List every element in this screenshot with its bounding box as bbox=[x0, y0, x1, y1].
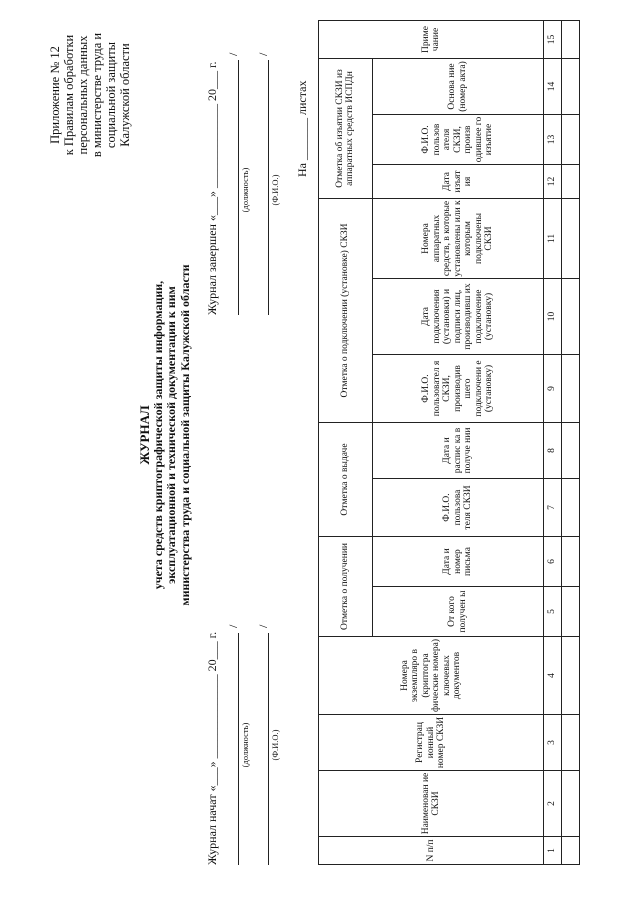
header-hw: Номера аппаратных средств, в которые установлены или к которым подключены СКЗИ bbox=[372, 198, 543, 278]
header-note: Приме чание bbox=[319, 20, 544, 58]
col-number: 6 bbox=[544, 537, 562, 587]
col-number: 8 bbox=[544, 423, 562, 479]
col-number: 4 bbox=[544, 637, 562, 715]
sheets-count: На _______ листах bbox=[295, 80, 309, 177]
group-removal: Отметка об изъятии СКЗИ из аппаратных средств ИСПДн bbox=[319, 58, 373, 198]
start-name-line bbox=[268, 633, 269, 865]
end-name-hint: (Ф.И.О.) bbox=[270, 174, 280, 206]
title-heading: ЖУРНАЛ bbox=[137, 405, 152, 465]
start-slash-2: / bbox=[256, 624, 270, 628]
title-line: министерства труда и социальной защиты Калужской области bbox=[177, 264, 192, 606]
col-number: 15 bbox=[544, 20, 562, 58]
group-issue: Отметка о выдаче bbox=[319, 423, 373, 537]
col-number: 3 bbox=[544, 715, 562, 771]
header-name: Наименован ие СКЗИ bbox=[319, 771, 544, 837]
journal-table bbox=[318, 20, 580, 865]
appendix-block bbox=[48, 15, 132, 175]
header-installer: Ф.И.О. пользовател я СКЗИ, производив шего подключени е (установку) bbox=[372, 355, 543, 423]
col-number: 1 bbox=[544, 837, 562, 865]
col-number: 7 bbox=[544, 479, 562, 537]
end-slash-2: / bbox=[256, 52, 270, 56]
appendix-line: Приложение № 12 bbox=[48, 46, 62, 144]
appendix-line: Калужской области bbox=[118, 43, 132, 147]
header-rem-date: Дата изъят ия bbox=[372, 164, 543, 198]
col-number: 11 bbox=[544, 198, 562, 278]
header-sign: Дата и распис ка в получе нии bbox=[372, 423, 543, 479]
group-install: Отметка о подключении (установке) СКЗИ bbox=[319, 198, 373, 422]
end-name-line bbox=[268, 60, 269, 315]
journal-end-line: Журнал завершен «___» ______________ 20___ г. bbox=[205, 61, 219, 315]
col-number: 9 bbox=[544, 355, 562, 423]
col-number: 10 bbox=[544, 279, 562, 355]
appendix-line: в министерстве труда и социальной защиты bbox=[90, 32, 118, 158]
number-row bbox=[544, 20, 562, 864]
header-copies: Номера экземпляро в (криптогра фические номера) ключевых документов bbox=[319, 637, 544, 715]
col-number: 12 bbox=[544, 164, 562, 198]
col-number: 14 bbox=[544, 58, 562, 114]
end-slash: / bbox=[226, 52, 240, 56]
empty-data-row bbox=[562, 20, 580, 864]
header-rem-user: Ф.И.О. пользов ателя СКЗИ, произв одившее го изъятие bbox=[372, 114, 543, 164]
header-user: Ф.И.О. пользова теля СКЗИ bbox=[372, 479, 543, 537]
journal-start-line: Журнал начат «___» ______________ 20___ г. bbox=[205, 631, 219, 865]
header-from: От кого получен ы bbox=[372, 587, 543, 637]
col-number: 13 bbox=[544, 114, 562, 164]
title-line: эксплуатационной и технической документации к ним bbox=[164, 286, 178, 584]
col-number: 5 bbox=[544, 587, 562, 637]
appendix-line: к Правилам обработки персональных данных bbox=[62, 34, 90, 156]
header-basis: Основа ние (номер акта) bbox=[372, 58, 543, 114]
start-slash: / bbox=[226, 624, 240, 628]
start-position-line bbox=[238, 633, 239, 865]
end-position-hint: (должность) bbox=[240, 167, 250, 213]
start-name-hint: (Ф.И.О.) bbox=[270, 729, 280, 761]
header-letter: Дата и номер письма bbox=[372, 537, 543, 587]
title-line: учета средств криптографической защиты информации, bbox=[150, 280, 165, 590]
col-number: 2 bbox=[544, 771, 562, 837]
header-num: N п/п bbox=[319, 837, 544, 865]
start-position-hint: (должность) bbox=[240, 722, 250, 768]
group-receipt: Отметка о получении bbox=[319, 537, 373, 637]
end-position-line bbox=[238, 60, 239, 315]
header-row-1 bbox=[319, 20, 373, 864]
header-install-date: Дата подключения (установки) и подписи лиц, производивш их подключение (установку) bbox=[372, 279, 543, 355]
journal-title bbox=[138, 175, 192, 695]
header-reg: Регистрац ионный номер СКЗИ bbox=[319, 715, 544, 771]
